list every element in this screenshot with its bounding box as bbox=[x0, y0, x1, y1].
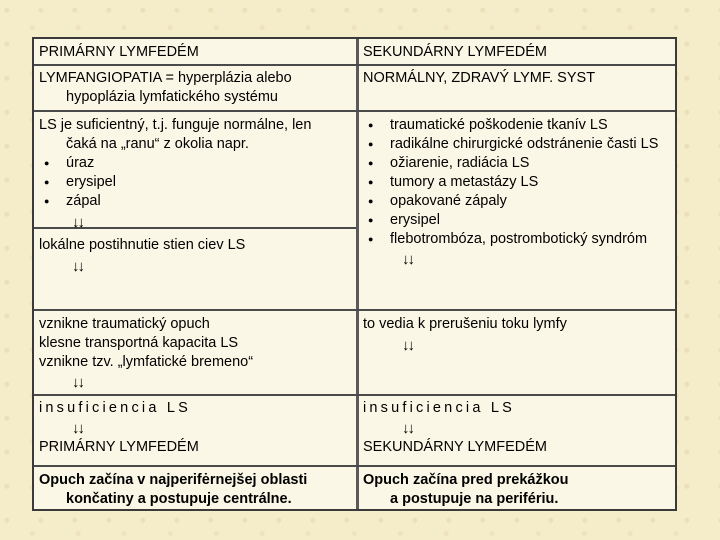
list-item: ● flebotrombóza, postrombotický syndróm bbox=[363, 230, 673, 249]
primary-consequence-line1: vznikne traumatický opuch bbox=[39, 316, 210, 332]
secondary-consequence bbox=[363, 315, 673, 355]
primary-local-damage bbox=[39, 236, 349, 276]
list-item: ● radikálne chirurgické odstránenie časti LS bbox=[363, 135, 673, 154]
row-divider-2 bbox=[34, 309, 675, 311]
primary-progression bbox=[39, 471, 349, 509]
row-divider-1 bbox=[34, 110, 675, 112]
primary-consequence-line3: vznikne tzv. „lymfatické bremeno“ bbox=[39, 354, 254, 370]
primary-causes-line1: LS je suficientný, t.j. funguje normálne, len bbox=[39, 117, 312, 133]
primary-result-label: PRIMÁRNY LYMFEDÉM bbox=[39, 439, 199, 455]
primary-consequence-line2: klesne transportná kapacita LS bbox=[39, 335, 239, 351]
secondary-definition: NORMÁLNY, ZDRAVÝ LYMF. SYST bbox=[363, 70, 596, 86]
list-item: ● erysipel bbox=[363, 211, 673, 230]
secondary-causes bbox=[363, 116, 673, 269]
list-item: ● ožiarenie, radiácia LS bbox=[363, 154, 673, 173]
primary-local-damage-line: lokálne postihnutie stien ciev LS bbox=[39, 237, 246, 253]
primary-consequence bbox=[39, 315, 349, 392]
primary-causes-line2: čaká na „ranu“ z okolia napr. bbox=[66, 136, 249, 152]
list-item: ● úraz bbox=[39, 154, 349, 173]
row-divider-header bbox=[34, 64, 675, 66]
lymphedema-comparison-table bbox=[32, 37, 677, 511]
down-arrows-icon: ↓↓ bbox=[402, 420, 413, 437]
primary-progression-line1: Opuch začína v najperifėrnejšej oblasti bbox=[39, 472, 308, 488]
secondary-consequence-line1: to vedia k prerušeniu toku lymfy bbox=[363, 316, 567, 332]
secondary-progression-line2: a postupuje na perifériu. bbox=[390, 491, 559, 507]
primary-definition-line1: LYMFANGIOPATIA = hyperplázia alebo bbox=[39, 70, 292, 86]
header-primary: PRIMÁRNY LYMFEDÉM bbox=[39, 44, 199, 60]
list-item: ● traumatické poškodenie tkanív LS bbox=[363, 116, 673, 135]
secondary-result-label: SEKUNDÁRNY LYMFEDÉM bbox=[363, 439, 547, 455]
down-arrows-icon: ↓↓ bbox=[72, 374, 83, 391]
list-item: ● tumory a metastázy LS bbox=[363, 173, 673, 192]
down-arrows-icon: ↓↓ bbox=[402, 337, 413, 354]
down-arrows-icon: ↓↓ bbox=[72, 420, 83, 437]
secondary-insufficiency-text: insuficiencia LS bbox=[363, 400, 515, 416]
list-item: ● opakované zápaly bbox=[363, 192, 673, 211]
primary-definition bbox=[39, 69, 349, 107]
list-item: ● zápal bbox=[39, 192, 349, 211]
secondary-progression-line1: Opuch začína pred prekážkou bbox=[363, 472, 569, 488]
down-arrows-icon: ↓↓ bbox=[72, 258, 83, 275]
down-arrows-icon: ↓↓ bbox=[402, 251, 413, 268]
header-secondary: SEKUNDÁRNY LYMFEDÉM bbox=[363, 44, 547, 60]
down-arrows-icon: ↓↓ bbox=[72, 214, 83, 231]
row-divider-4 bbox=[34, 465, 675, 467]
primary-progression-line2: končatiny a postupuje centrálne. bbox=[66, 491, 292, 507]
primary-insufficiency-text: insuficiencia LS bbox=[39, 400, 191, 416]
primary-definition-line2: hypoplázia lymfatického systému bbox=[66, 89, 278, 105]
primary-insufficiency bbox=[39, 399, 349, 457]
list-item: ● erysipel bbox=[39, 173, 349, 192]
row-divider-3 bbox=[34, 394, 675, 396]
secondary-progression bbox=[363, 471, 673, 509]
primary-causes bbox=[39, 116, 349, 232]
secondary-insufficiency bbox=[363, 399, 673, 457]
